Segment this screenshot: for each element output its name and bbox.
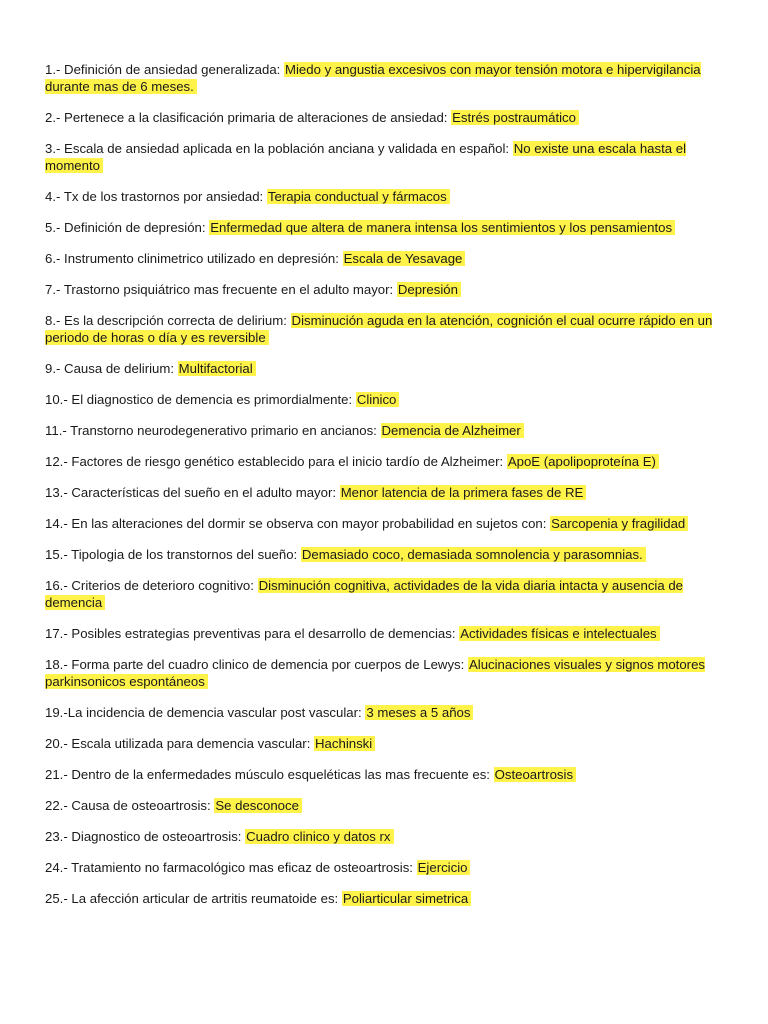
item-question: Pertenece a la clasificación primaria de alteraciones de ansiedad: bbox=[60, 110, 452, 125]
list-item bbox=[45, 578, 727, 611]
item-number: 6.- bbox=[45, 251, 61, 266]
list-item bbox=[45, 313, 727, 346]
item-answer-highlight: Demasiado coco, demasiada somnolencia y parasomnias. bbox=[301, 547, 646, 562]
item-question: Causa de delirium: bbox=[60, 361, 178, 376]
list-item bbox=[45, 547, 727, 564]
item-question: Factores de riesgo genético establecido para el inicio tardío de Alzheimer: bbox=[67, 454, 507, 469]
item-number: 16.- bbox=[45, 578, 68, 593]
item-question: Forma parte del cuadro clinico de demencia por cuerpos de Lewys: bbox=[67, 657, 468, 672]
item-number: 11.- bbox=[45, 423, 67, 438]
list-item bbox=[45, 705, 727, 722]
item-question: Es la descripción correcta de delirium: bbox=[60, 313, 291, 328]
item-question: Causa de osteoartrosis: bbox=[67, 798, 215, 813]
question-list bbox=[45, 62, 727, 922]
item-answer-highlight: Enfermedad que altera de manera intensa los sentimientos y los pensamientos bbox=[209, 220, 675, 235]
item-number: 22.- bbox=[45, 798, 68, 813]
item-number: 17.- bbox=[45, 626, 68, 641]
list-item bbox=[45, 454, 727, 471]
list-item bbox=[45, 891, 727, 908]
item-answer-highlight: Escala de Yesavage bbox=[343, 251, 466, 266]
item-question: El diagnostico de demencia es primordialmente: bbox=[67, 392, 356, 407]
item-answer-highlight: Disminución cognitiva, actividades de la vida diaria intacta y ausencia de demencia bbox=[45, 578, 684, 610]
item-answer-highlight: Disminución aguda en la atención, cognición el cual ocurre rápido en un periodo de horas o día y es reversible bbox=[45, 313, 713, 345]
item-answer-highlight: Demencia de Alzheimer bbox=[381, 423, 524, 438]
item-question: Instrumento clinimetrico utilizado en depresión: bbox=[60, 251, 343, 266]
item-answer-highlight: Depresión bbox=[397, 282, 461, 297]
item-answer-highlight: Actividades físicas e intelectuales bbox=[459, 626, 659, 641]
item-answer-highlight: Se desconoce bbox=[214, 798, 302, 813]
list-item bbox=[45, 361, 727, 378]
item-question: Transtorno neurodegenerativo primario en ancianos: bbox=[66, 423, 381, 438]
item-question: La incidencia de demencia vascular post vascular: bbox=[67, 705, 366, 720]
list-item bbox=[45, 736, 727, 753]
item-question: En las alteraciones del dormir se observa con mayor probabilidad en sujetos con: bbox=[67, 516, 551, 531]
item-answer-highlight: Sarcopenia y fragilidad bbox=[550, 516, 688, 531]
item-number: 5.- bbox=[45, 220, 61, 235]
list-item bbox=[45, 110, 727, 127]
item-number: 8.- bbox=[45, 313, 61, 328]
item-number: 14.- bbox=[45, 516, 68, 531]
list-item bbox=[45, 282, 727, 299]
list-item bbox=[45, 767, 727, 784]
list-item bbox=[45, 141, 727, 174]
item-number: 3.- bbox=[45, 141, 61, 156]
item-number: 13.- bbox=[45, 485, 68, 500]
item-answer-highlight: Estrés postraumático bbox=[451, 110, 579, 125]
item-number: 24.- bbox=[45, 860, 68, 875]
list-item bbox=[45, 189, 727, 206]
list-item bbox=[45, 516, 727, 533]
item-question: Definición de ansiedad generalizada: bbox=[60, 62, 284, 77]
item-number: 9.- bbox=[45, 361, 61, 376]
item-question: La afección articular de artritis reumatoide es: bbox=[67, 891, 342, 906]
item-question: Definición de depresión: bbox=[60, 220, 210, 235]
item-number: 4.- bbox=[45, 189, 61, 204]
item-answer-highlight: Cuadro clinico y datos rx bbox=[245, 829, 393, 844]
item-question: Dentro de la enfermedades músculo esqueléticas las mas frecuente es: bbox=[67, 767, 494, 782]
list-item bbox=[45, 829, 727, 846]
item-answer-highlight: Ejercicio bbox=[417, 860, 471, 875]
item-number: 18.- bbox=[45, 657, 68, 672]
item-number: 7.- bbox=[45, 282, 61, 297]
item-answer-highlight: Miedo y angustia excesivos con mayor tensión motora e hipervigilancia durante mas de 6 meses. bbox=[45, 62, 701, 94]
list-item bbox=[45, 251, 727, 268]
list-item bbox=[45, 220, 727, 237]
list-item bbox=[45, 62, 727, 95]
item-question: Diagnostico de osteoartrosis: bbox=[67, 829, 246, 844]
item-answer-highlight: Terapia conductual y fármacos bbox=[267, 189, 450, 204]
item-number: 19.- bbox=[45, 705, 68, 720]
list-item bbox=[45, 392, 727, 409]
item-question: Trastorno psiquiátrico mas frecuente en el adulto mayor: bbox=[60, 282, 397, 297]
list-item bbox=[45, 860, 727, 877]
item-number: 25.- bbox=[45, 891, 68, 906]
item-number: 1.- bbox=[45, 62, 61, 77]
item-number: 23.- bbox=[45, 829, 68, 844]
item-answer-highlight: Menor latencia de la primera fases de RE bbox=[340, 485, 587, 500]
item-number: 21.- bbox=[45, 767, 68, 782]
item-answer-highlight: Poliarticular simetrica bbox=[342, 891, 471, 906]
item-number: 15.- bbox=[45, 547, 68, 562]
list-item bbox=[45, 423, 727, 440]
list-item bbox=[45, 657, 727, 690]
item-number: 2.- bbox=[45, 110, 61, 125]
item-question: Tx de los trastornos por ansiedad: bbox=[60, 189, 267, 204]
item-number: 20.- bbox=[45, 736, 68, 751]
item-question: Escala de ansiedad aplicada en la población anciana y validada en español: bbox=[60, 141, 513, 156]
item-question: Tipologia de los transtornos del sueño: bbox=[67, 547, 301, 562]
list-item bbox=[45, 798, 727, 815]
item-answer-highlight: Alucinaciones visuales y signos motores parkinsonicos espontáneos bbox=[45, 657, 705, 689]
list-item bbox=[45, 626, 727, 643]
item-answer-highlight: Hachinski bbox=[314, 736, 375, 751]
item-number: 12.- bbox=[45, 454, 68, 469]
item-number: 10.- bbox=[45, 392, 68, 407]
item-question: Tratamiento no farmacológico mas eficaz de osteoartrosis: bbox=[67, 860, 417, 875]
item-question: Criterios de deterioro cognitivo: bbox=[67, 578, 258, 593]
item-answer-highlight: Clinico bbox=[356, 392, 400, 407]
item-answer-highlight: ApoE (apolipoproteína E) bbox=[507, 454, 659, 469]
item-answer-highlight: No existe una escala hasta el momento bbox=[45, 141, 687, 173]
item-answer-highlight: Multifactorial bbox=[178, 361, 256, 376]
item-question: Escala utilizada para demencia vascular: bbox=[67, 736, 315, 751]
item-question: Características del sueño en el adulto mayor: bbox=[67, 485, 340, 500]
list-item bbox=[45, 485, 727, 502]
item-answer-highlight: Osteoartrosis bbox=[494, 767, 576, 782]
item-answer-highlight: 3 meses a 5 años bbox=[365, 705, 473, 720]
item-question: Posibles estrategias preventivas para el desarrollo de demencias: bbox=[67, 626, 460, 641]
